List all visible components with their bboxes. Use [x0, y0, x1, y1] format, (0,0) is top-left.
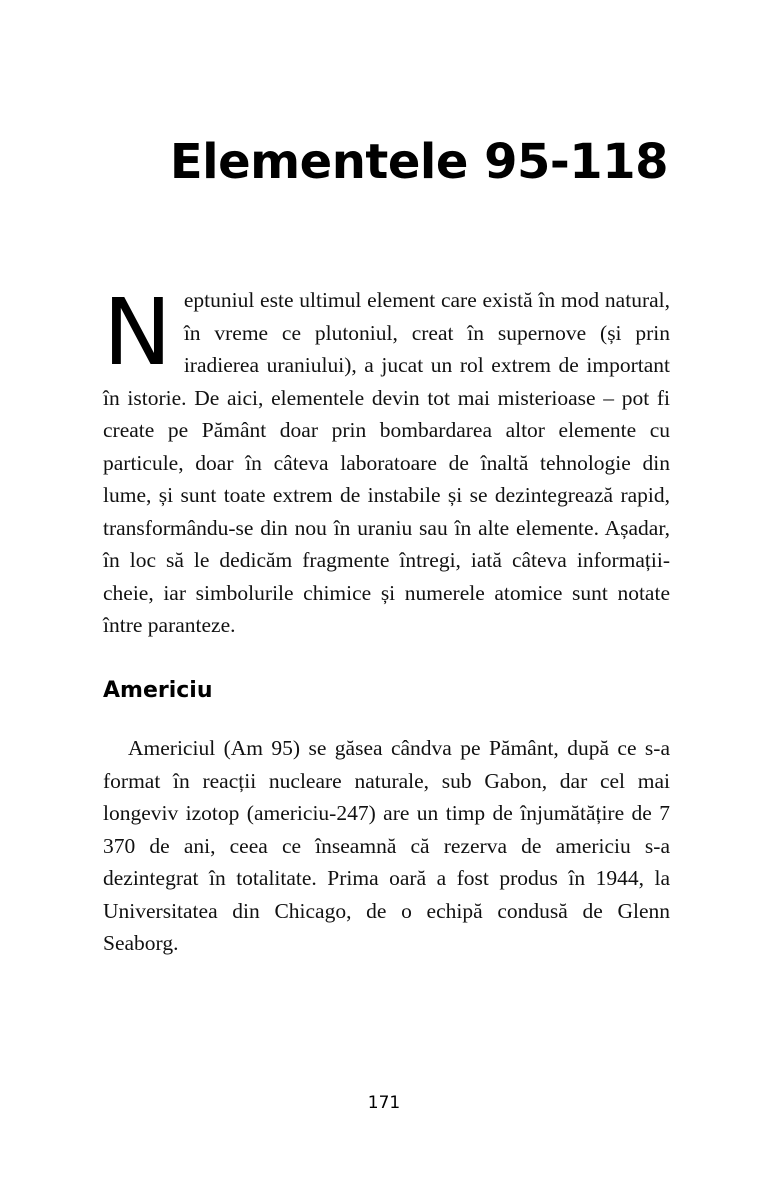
- americiu-paragraph: Americiul (Am 95) se găsea cândva pe Pământ, după ce s-a format în reacții nucleare naturale, sub Gabon, dar cel mai longeviv izotop (americiu-247) are un timp de înjumătățire de 7 370 de ani, ceea ce înseamnă că rezerva de americiu s-a dezintegrat în totalitate. Prima oară a fost produs în 1944, la Universitatea din Chicago, de o echipă condusă de Glenn Seaborg.: [103, 736, 670, 955]
- intro-paragraph: [103, 279, 670, 642]
- page-number: 171: [367, 1093, 401, 1113]
- drop-cap-letter: N: [103, 279, 172, 386]
- chapter-title: Elementele 95-118: [169, 134, 668, 190]
- intro-text: eptuniul este ultimul element care există în mod natural, în vreme ce plutoniul, creat în supernove (și prin iradierea uraniului), a jucat un rol extrem de important în istorie. De aici, elementele devin tot mai misterioase – pot fi create pe Pământ doar prin bombardarea altor elemente cu particule, doar în câteva laboratoare de înaltă tehnologie din lume, și sunt toate extrem de instabile și se dezintegrează rapid, transformându-se din nou în uraniu sau în alte elemente. Așadar, în loc să le dedicăm fragmente întregi, iată câteva informații-cheie, iar simbolurile chimice și numerele atomice sunt notate între paranteze.: [103, 288, 670, 637]
- section-heading-americiu: Americiu: [103, 678, 213, 703]
